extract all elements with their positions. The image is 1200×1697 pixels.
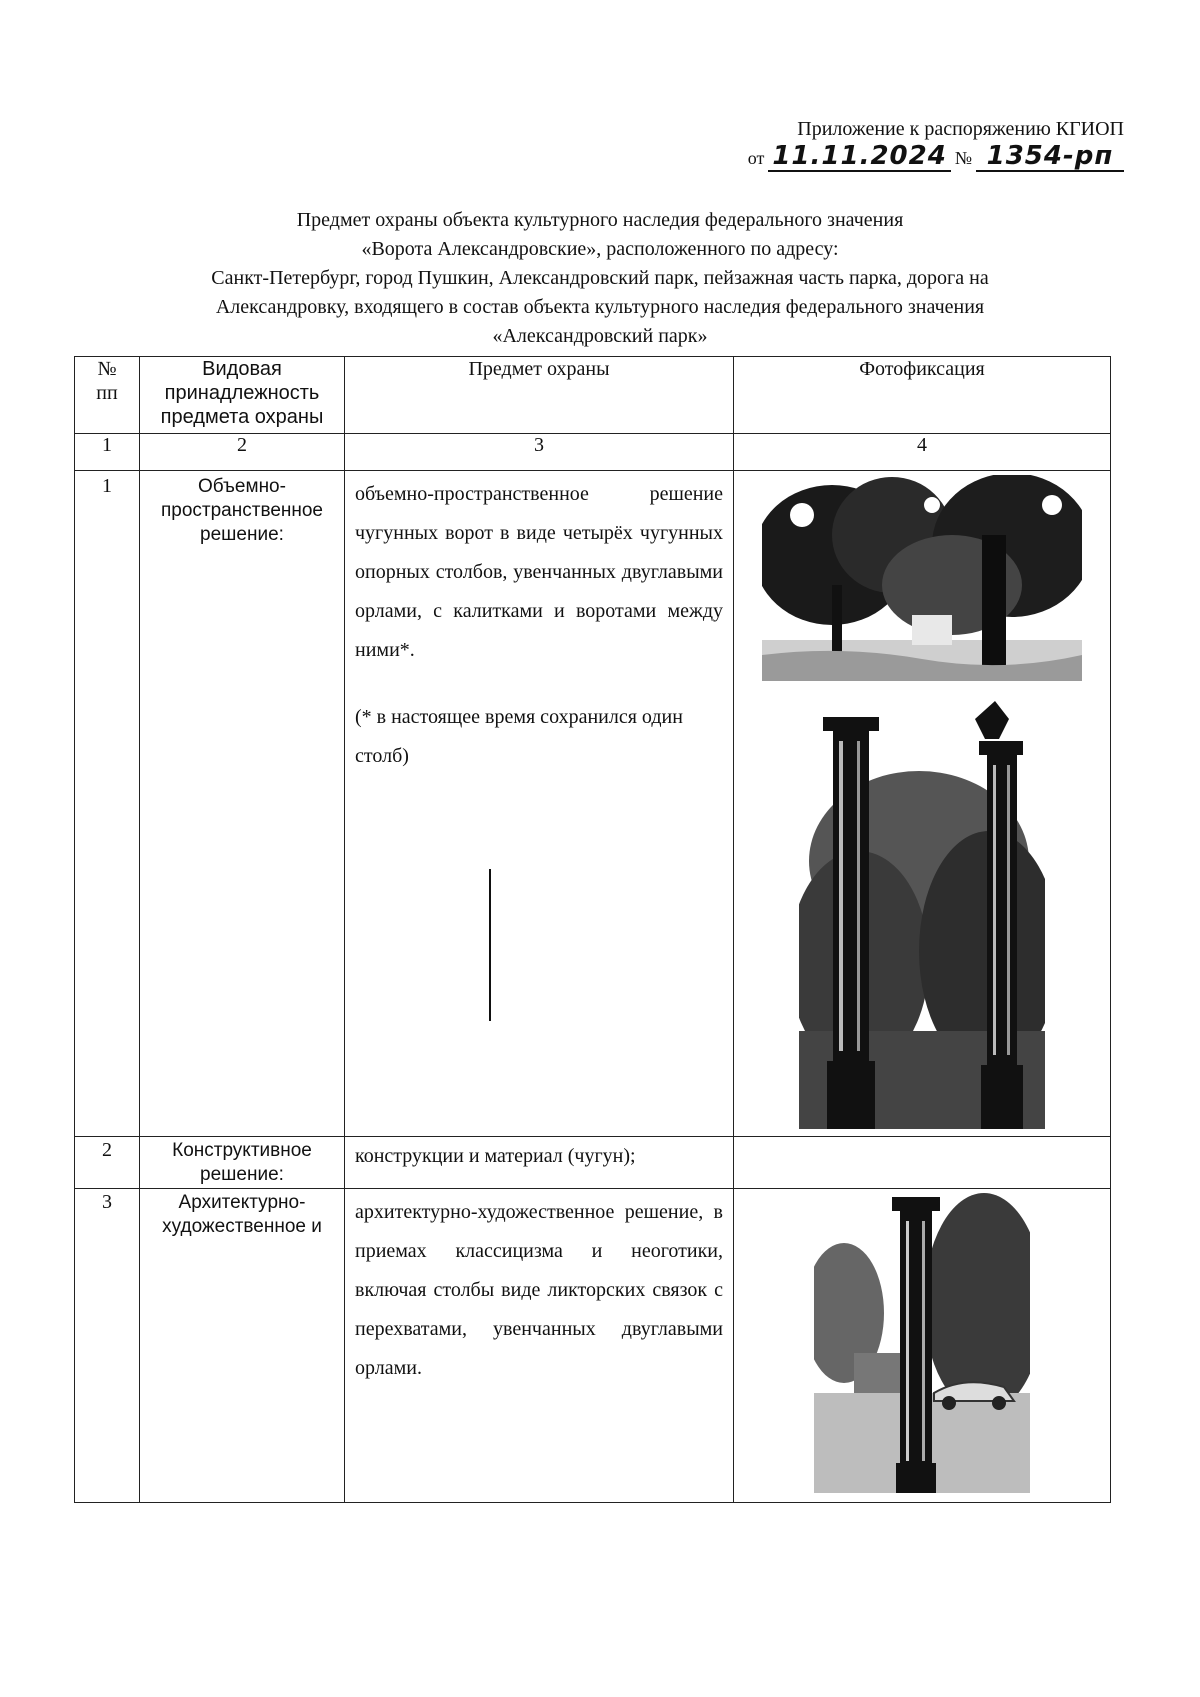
table-header-row [75,357,1111,434]
row-photo-cell [734,1189,1111,1503]
row-number: 2 [75,1137,140,1189]
index-cell: 1 [75,434,140,471]
header-subject: Предмет охраны [345,357,734,434]
table-row [75,471,1111,1137]
index-cell: 3 [345,434,734,471]
appendix-date-line [748,142,1124,172]
row-type: Конструктивное решение: [140,1137,345,1189]
row-subject: объемно-пространственное решение чугунных ворот в виде четырёх чугунных опорных столбов, увенчанных двуглавыми орлами, с калитками и воротами между ними*. [355,483,723,661]
title-line-1: Предмет охраны объекта культурного наследия федерального значения [296,209,904,231]
title-line-5: «Александровский парк» [492,325,708,347]
title-line-2: «Ворота Александровские», расположенного по адресу: [361,238,839,260]
row-number: 3 [75,1189,140,1503]
title-line-4: Александровку, входящего в состав объекта культурного наследия федерального значения [215,296,985,318]
row-note: (* в настоящее время сохранился один столб) [355,706,683,767]
handwritten-date: 11.11.2024 [768,142,950,172]
photo-park-trees [762,475,1082,681]
date-prefix: от [747,148,765,168]
row-type: Архитектурно-художественное и [140,1189,345,1503]
header-no: № пп [75,357,140,434]
row-subject-cell [345,1137,734,1189]
index-cell: 4 [734,434,1111,471]
header-type: Видовая принадлежность предмета охраны [140,357,345,434]
table-row [75,1137,1111,1189]
row-subject: конструкции и материал (чугун); [355,1145,636,1167]
row-subject-cell [345,1189,734,1503]
stray-mark [489,869,491,1021]
protection-subject-table [74,356,1111,1503]
table-row [75,1189,1111,1503]
number-prefix: № [954,148,972,168]
photo-single-column [814,1193,1030,1493]
table-index-row [75,434,1111,471]
header-photo: Фотофиксация [734,357,1111,434]
document-title [0,206,1200,351]
appendix-title: Приложение к распоряжению КГИОП [797,118,1124,140]
handwritten-number: 1354-рп [976,142,1124,172]
row-type: Объемно-пространственное решение: [140,471,345,1137]
row-subject: архитектурно-художественное решение, в приемах классицизма и неоготики, включая столбы виде ликторских связок с перехватами, увенчанных двуглавыми орлами. [355,1201,723,1379]
photo-gate-columns [799,701,1045,1129]
row-number: 1 [75,471,140,1137]
title-line-3: Санкт-Петербург, город Пушкин, Александровский парк, пейзажная часть парка, дорога на [211,267,989,289]
index-cell: 2 [140,434,345,471]
appendix-header [748,116,1124,172]
row-photo-cell [734,471,1111,1137]
row-subject-cell [345,471,734,1137]
row-photo-cell [734,1137,1111,1189]
